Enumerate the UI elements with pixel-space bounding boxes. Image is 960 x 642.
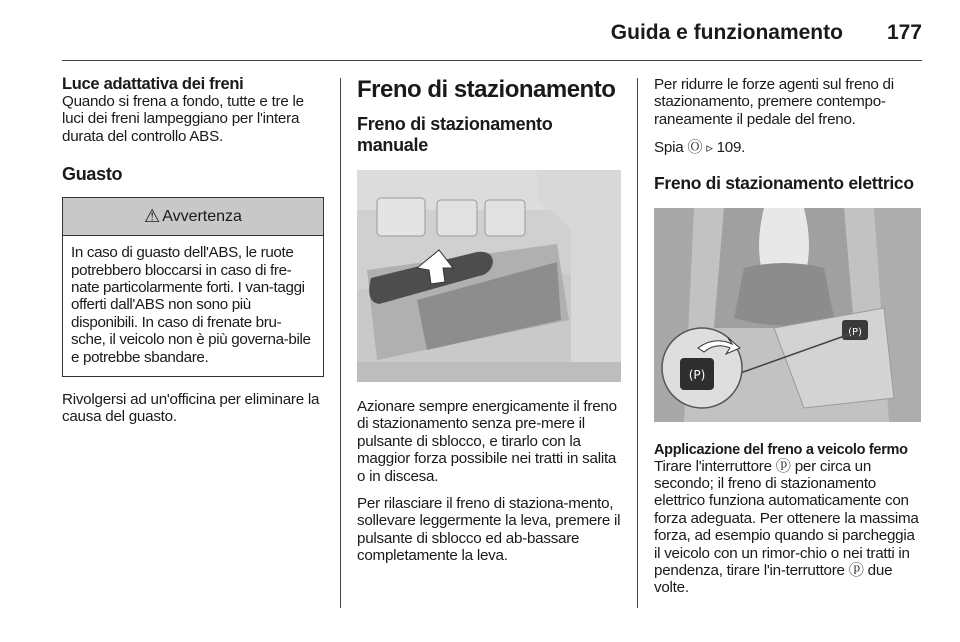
indicator-reference — [654, 139, 921, 156]
column-3 — [654, 76, 921, 597]
header-title: Guida e funzionamento — [610, 21, 843, 44]
subtitle-manual-parking-brake: Freno di stazionamento manuale — [357, 114, 553, 155]
column-divider — [637, 78, 638, 608]
paragraph: Rivolgersi ad un'officina per eliminare la causa del guasto. — [62, 391, 320, 426]
warning-box — [62, 197, 324, 377]
header-divider — [62, 60, 922, 61]
paragraph: Quando si frena a fondo, tutte e tre le luci dei freni lampeggiano per l'intera durata del controllo ABS. — [62, 93, 304, 145]
electric-parking-brake-photo — [654, 208, 921, 422]
warning-label: Avvertenza — [162, 207, 242, 225]
svg-text:(P): (P) — [848, 326, 862, 338]
section-title-adaptive-brake-light: Luce adattativa dei freni — [62, 75, 244, 93]
warning-body — [63, 236, 323, 376]
paragraph-part: Tirare l'interruttore — [654, 457, 772, 475]
warning-header — [63, 198, 323, 236]
section-title-electric-parking-brake: Freno di stazionamento elettrico — [654, 172, 914, 193]
section-title-fault: Guasto — [62, 164, 123, 185]
paragraph: Per ridurre le forze agenti sul freno di stazionamento, premere contempo-raneamente il pedale del freno. — [654, 76, 894, 128]
page-reference-icon: ▹ — [706, 140, 713, 156]
column-1 — [62, 76, 324, 426]
column-divider — [340, 78, 341, 608]
spia-reference: 109. — [716, 139, 746, 157]
subtitle-apply-brake-stationary: Applicazione del freno a veicolo fermo — [654, 441, 908, 458]
paragraph-part: due volte. — [654, 562, 893, 597]
parking-switch-icon: ⓟ — [848, 562, 864, 580]
paragraph — [654, 458, 921, 597]
paragraph: Azionare sempre energicamente il freno di stazionamento senza pre-mere il pulsante di sblocco, e tirarlo con la maggior forza possibile nei tratti in salita o in discesa. — [357, 398, 617, 485]
parking-switch-icon: ⓟ — [775, 457, 791, 475]
warning-text: In caso di guasto dell'ABS, le ruote potrebbero bloccarsi in caso di fre-nate particolarmente forti. I van-taggi offerti dall'ABS non sono più disponibili. In caso di frenate bru-sche, il veicolo non è più governa-bile e potrebbe sbandare. — [71, 244, 311, 366]
paragraph: Per rilasciare il freno di staziona-mento, sollevare leggermente la leva, premere il pulsante di sblocco ed ab-bassare completamente la leva. — [357, 495, 621, 565]
brake-indicator-icon: Ⓞ — [687, 139, 703, 157]
paragraph-part: per circa un secondo; il freno di stazionamento elettrico funziona automaticamente con forza adeguata. Per ottenere la massima forza, ad esempio quando si parcheggia il veicolo con un rimor-chio o nei tratti in pendenza, tirare l'in-terruttore — [654, 457, 919, 580]
page-number: 177 — [886, 21, 922, 44]
manual-parking-brake-photo — [357, 170, 621, 382]
warning-triangle-icon: ⚠ — [144, 206, 161, 227]
column-2 — [357, 76, 621, 565]
page-header — [611, 16, 922, 50]
section-title-parking-brake: Freno di stazionamento — [357, 76, 616, 103]
svg-text:(P): (P) — [688, 367, 706, 382]
spia-label: Spia — [654, 139, 684, 157]
